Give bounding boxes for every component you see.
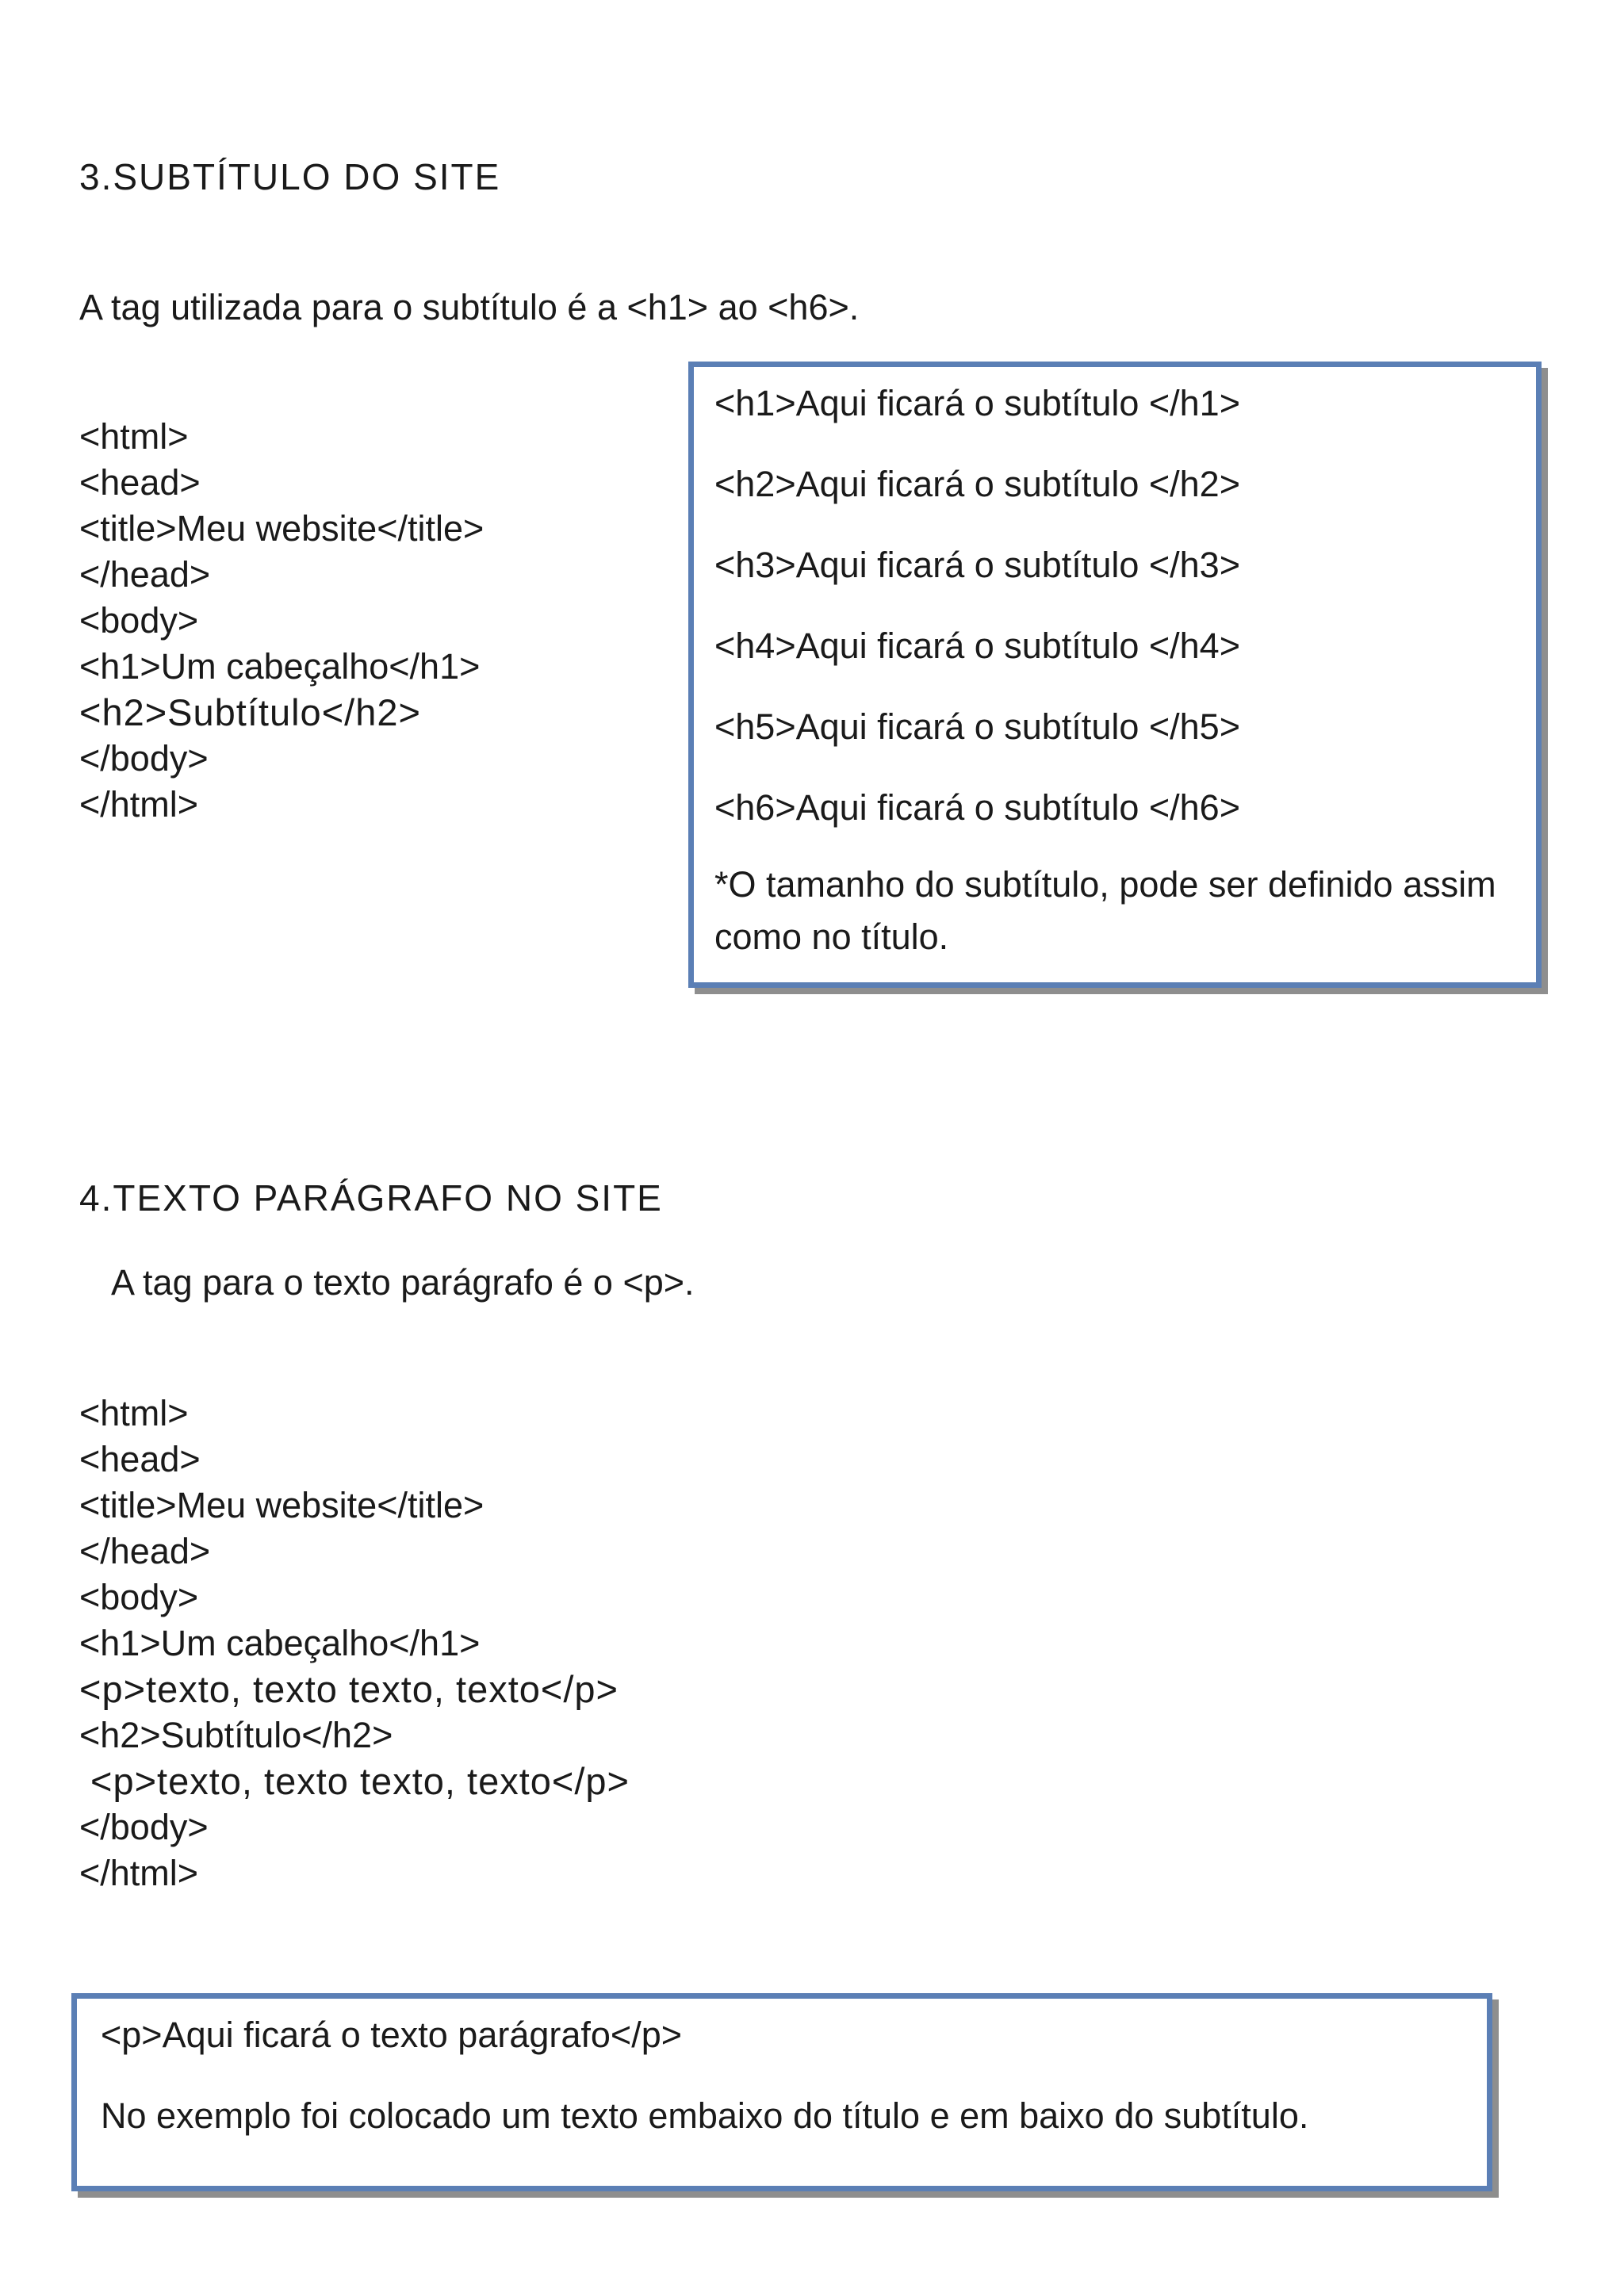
code-line: </html> — [79, 1853, 199, 1893]
box-line: <h5>Aqui ficará o subtítulo </h5> — [714, 706, 1240, 747]
box-line: <h1>Aqui ficará o subtítulo </h1> — [714, 383, 1240, 423]
box-line: <h4>Aqui ficará o subtítulo </h4> — [714, 626, 1240, 666]
code-line: <h2>Subtítulo</h2> — [79, 691, 421, 733]
box-note: No exemplo foi colocado um texto embaixo do título e em baixo do subtítulo. — [101, 2095, 1309, 2136]
section-3-code-block — [79, 414, 484, 828]
code-line: </body> — [79, 738, 209, 779]
code-line: <title>Meu website</title> — [79, 508, 485, 549]
code-line: <body> — [79, 600, 199, 641]
code-line: <html> — [79, 416, 189, 457]
code-line: </body> — [79, 1807, 209, 1847]
box-note: *O tamanho do subtítulo, pode ser definido assim como no título. — [714, 864, 1496, 957]
box-line: <h3>Aqui ficará o subtítulo </h3> — [714, 545, 1240, 585]
code-line: <head> — [79, 462, 201, 503]
section-3-intro: A tag utilizada para o subtítulo é a <h1> ao <h6>. — [79, 287, 860, 327]
section-4-intro: A tag para o texto parágrafo é o <p>. — [111, 1262, 695, 1303]
code-line: <p>texto, texto texto, texto</p> — [90, 1760, 630, 1802]
code-line: <h1>Um cabeçalho</h1> — [79, 646, 481, 687]
code-line: <h1>Um cabeçalho</h1> — [79, 1623, 481, 1663]
code-line: <head> — [79, 1439, 201, 1479]
section-3-heading: 3.SUBTÍTULO DO SITE — [79, 156, 501, 197]
box-line: <p>Aqui ficará o texto parágrafo</p> — [101, 2015, 683, 2055]
code-line: <h2>Subtítulo</h2> — [79, 1715, 393, 1755]
section-4-heading: 4.TEXTO PARÁGRAFO NO SITE — [79, 1177, 663, 1219]
code-line: </head> — [79, 1531, 211, 1571]
paragraph-tag-box — [71, 1993, 1492, 2191]
box-line: <h6>Aqui ficará o subtítulo </h6> — [714, 787, 1240, 828]
code-line: <html> — [79, 1393, 189, 1433]
code-line: <p>texto, texto texto, texto</p> — [79, 1668, 619, 1710]
code-line: </head> — [79, 554, 211, 595]
subtitle-tags-box — [688, 362, 1542, 988]
code-line: <body> — [79, 1577, 199, 1617]
box-line: <h2>Aqui ficará o subtítulo </h2> — [714, 464, 1240, 504]
code-line: </html> — [79, 784, 199, 825]
section-4-code-block — [79, 1391, 630, 1896]
code-line: <title>Meu website</title> — [79, 1485, 485, 1525]
